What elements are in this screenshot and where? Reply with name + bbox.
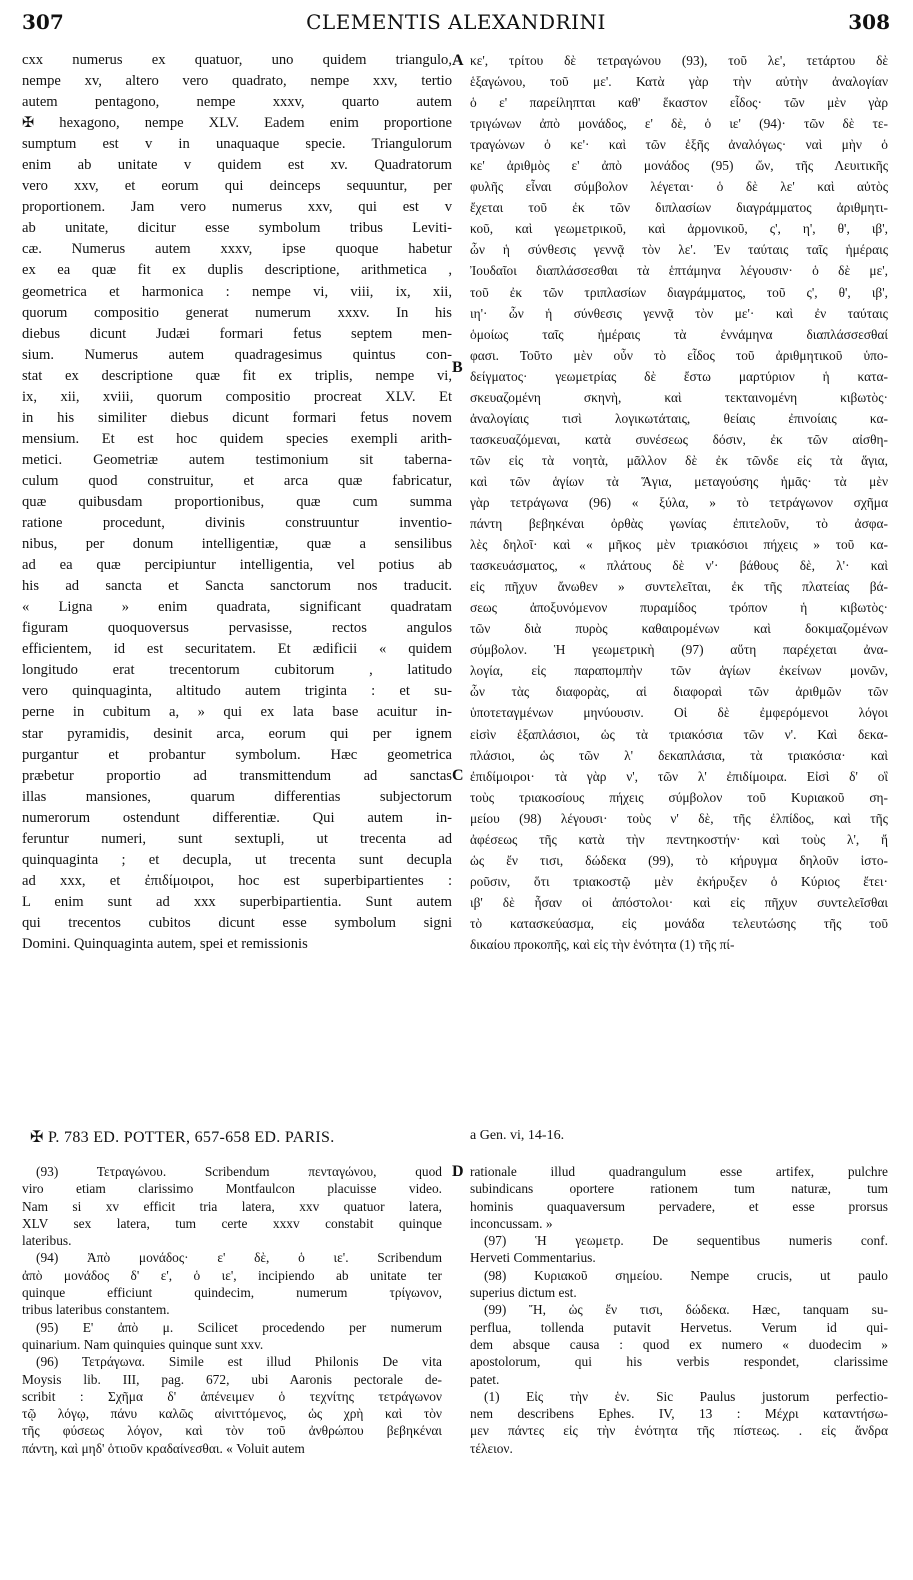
latin-text-line: efficientem, id est securitatem. Et ædificii « quidem: [22, 641, 452, 658]
latin-text-line: ab unitate, dicitur esse symbolum tribus Leviti-: [22, 220, 452, 237]
latin-text-line: numerorum ostendunt differentiæ. Qui autem in-: [22, 809, 452, 826]
footnote-line: (99) Ἤ, ὡς ἔν τισι, δώδεκα. Hæc, tanquam su-: [484, 1302, 888, 1318]
latin-text-line: proportionem. Jam vero numerus xxv, qui est v: [22, 199, 452, 216]
latin-text-line: cæ. Numerus autem xxxv, ipse quoque habetur: [22, 241, 452, 258]
page-number-left: 307: [22, 10, 64, 34]
greek-text-line: μείου (98) λέγουσι· τοὺς ν' δὲ, τῆς ἐλπίδος, καὶ τῆς: [470, 810, 888, 826]
greek-text-line: ὧν ἡ σύνθεσις γεννᾷ τὸν λε'. Ἐν ταύταις ταῖς ἡμέραις: [470, 242, 888, 258]
footnote-line: μεν πάντες εἰς τὴν ἑνότητα τῆς πίστεως. . εἰς ἄνδρα: [470, 1423, 888, 1439]
latin-text-line: nempe xv, altero vero quadrato, nempe xxv, tertio: [22, 73, 452, 90]
greek-text-line: τὸ κατασκεύασμα, εἰς μονάδα τελευτώσης τῆς τοῦ: [470, 915, 888, 931]
greek-text-line: τραγώνων ὁ κε'· καὶ τῶν ἑξῆς ἀναλόγως· ναὶ μὴν ὁ: [470, 137, 888, 153]
footnote-line: perflua, tollenda putavit Hervetus. Verum id qui-: [470, 1319, 888, 1335]
latin-text-line: autem pentagono, nempe xxxv, quarto autem: [22, 94, 452, 111]
footnote-line: nem describens Ephes. IV, 13 : Μέχρι καταντήσω-: [470, 1406, 888, 1422]
greek-text-line: ὧν τὰς διαφορὰς, αἱ διαφοραὶ τῶν ἀριθμῶν τῶν: [470, 684, 888, 700]
footnote-line: viro etiam clarissimo Montfaulcon placuisse video.: [22, 1181, 442, 1197]
latin-text-line: ad ea quæ percipiuntur intelligentia, vel potius ab: [22, 557, 452, 574]
greek-text-line: δικαίου προκοπῆς, καὶ εἰς τὴν ἑνότητα (1) τῆς πί-: [470, 936, 735, 952]
latin-text-line: purgantur et probantur symbolum. Hæc geometrica: [22, 746, 452, 763]
latin-text-line: longitudo erat trecentorum cubitorum , latitudo: [22, 662, 452, 679]
greek-text-line: Ἰουδαῖοι διαπλάσσεσθαι τὰ ἑπτάμηνα λέγουσιν· ὁ δὲ με',: [470, 263, 888, 279]
greek-text-line: λὲς δηλοῖ· καὶ « μῆκος μὲν τριακόσιοι πήχεις » τοῦ κα-: [470, 537, 888, 553]
footnote-line: tribus lateribus constantem.: [22, 1302, 170, 1318]
greek-text-line: δείγματος· γεωμετρίας δὲ ἔστω μαρτύριον ἡ κατα-: [470, 368, 888, 384]
footnote-line: (1) Εἰς τὴν ἑν. Sic Paulus justorum perfectio-: [484, 1388, 888, 1404]
greek-text-line: κε' ἀριθμὸς ε' ἀπὸ μονάδος (95) ὤν, τῆς Λευιτικῆς: [470, 158, 888, 174]
latin-text-line: geometrica et harmonica : nempe vi, viii, ix, xii,: [22, 283, 452, 300]
latin-text-line: vero xxv, et eorum qui deinceps sequuntur, per: [22, 178, 452, 195]
footnote-line: (98) Κυριακοῦ σημείου. Nempe crucis, ut paulo: [484, 1267, 888, 1283]
footnote-line: ἀπὸ μονάδος δ' ε', ὁ ιε', incipiendo ab unitate ter: [22, 1267, 442, 1283]
footnote-line: superius dictum est.: [470, 1285, 577, 1301]
margin-marker-b: B: [452, 359, 463, 376]
footnote-line: τῷ λόγῳ, πάνυ καλῶς αἰνιττόμενος, ὡς χρὴ καὶ τὸν: [22, 1406, 442, 1422]
footnote-line: inconcussam. »: [470, 1215, 553, 1231]
latin-text-line: quinquaginta ; et decupla, ut trecenta sunt decupla: [22, 851, 452, 868]
greek-text-line: ἔχεται τοῦ ἐκ τῶν διπλασίων διαγράμματος ἀριθμητι-: [470, 200, 888, 216]
greek-text-line: τῶν εἰς τὰ νοητὰ, μᾶλλον δὲ ἐκ τῶνδε εἰς τὰ ἅγια,: [470, 452, 888, 468]
latin-text-line: metici. Geometriæ autem testimonium sit taberna-: [22, 451, 452, 468]
greek-text-line: κε', τρίτου δὲ τετραγώνου (93), τοῦ λε', τετάρτου δὲ: [470, 53, 888, 68]
latin-text-line: culum quod construitur, et arca quæ fabricatur,: [22, 472, 452, 489]
latin-text-line: feruntur numeri, sunt sextupli, ut trecenta ad: [22, 830, 452, 847]
greek-text-line: πλάσιοι, ὡς τῶν λ' δεκαπλάσια, τὰ τριακόσια· καὶ: [470, 747, 888, 763]
greek-text-line: σεως ἀποξυνόμενον πυραμίδος τρόπον ἡ κιβωτὸς·: [470, 600, 888, 616]
latin-text-line: qui trecentos cubitos dicunt esse symbolum signi: [22, 914, 452, 931]
footnote-line: Nam si xv efficit tria latera, xxv quatuor latera,: [22, 1198, 442, 1214]
latin-text-line: mensium. Et est hoc quidem species exempli arith-: [22, 430, 452, 447]
footnote-line: subindicans oportere rationem tum naturæ, tum: [470, 1181, 888, 1197]
greek-text-line: φυλῆς εἶναι σύμβολον λέγεται· ὁ δὲ λε' καὶ αὐτὸς: [470, 179, 888, 195]
latin-text-line: præbetur proportio ad transmittendum ad sanctas: [22, 767, 452, 784]
footnote-line: (97) Ἡ γεωμετρ. De sequentibus numeris conf.: [484, 1233, 888, 1249]
footnote-line: τῆς φύσεως λόγον, καὶ τὸν τοῦ ἀνθρώπου βεβηκέναι: [22, 1423, 442, 1439]
greek-text-line: ὁμοίως ταῖς ἡμέραις τὰ ἐννάμηνα διαπλάσσεσθαί: [470, 326, 888, 342]
latin-text-line: figuram quoquoversus pervasisse, rectos angulos: [22, 620, 452, 637]
greek-text-line: τοῦ ἐκ τῶν τριπλασίων διαγράμματος, τοῦ ς', θ', ιβ',: [470, 284, 888, 300]
greek-text-line: τασκευάσματος, « πλάτους δὲ ν'· βάθους δὲ, λ'· καὶ: [470, 558, 888, 574]
running-title: CLEMENTIS ALEXANDRINI: [306, 10, 606, 34]
greek-text-line: καὶ τῶν ἁγίων τὰ Ἅγια, μεταγούσης ἡμᾶς· τὰ μὲν: [470, 473, 888, 489]
scripture-reference: a Gen. vi, 14-16.: [470, 1128, 565, 1143]
latin-text-line: stat ex descriptione quæ fit ex triplis, nempe vi,: [22, 367, 452, 384]
footnote-line: Moysis lib. III, pag. 672, ubi Aaronis pectorale de-: [22, 1371, 442, 1387]
footnote-line: (95) Ε' ἀπὸ μ. Scilicet procedendo per numerum: [36, 1319, 442, 1335]
latin-column: [22, 50, 452, 955]
footnote-line: scribit : Σχῆμα δ' ἀπένειμεν ὁ τεχνίτης τετράγωνον: [22, 1388, 442, 1404]
footnotes-left: [22, 1163, 442, 1457]
greek-text-line: φασι. Τοῦτο μὲν οὖν τὸ εἶδος τοῦ ἀριθμητικοῦ ὑπο-: [470, 347, 888, 363]
latin-text-line: quæ quibusdam proportionibus, quæ cum summa: [22, 493, 452, 510]
latin-text-line: ad xxx, et ἐπιδίμοιροι, hoc est superbipartientes :: [22, 872, 452, 889]
greek-text-line: ιβ' δὲ ἦσαν οἱ ἀπόστολοι· καὶ εἰς πῆχυν συντελεῖσθαι: [470, 894, 888, 910]
footnote-line: rationale illud quadrangulum esse artifex, pulchre: [470, 1164, 888, 1179]
greek-text-line: ἑξαγώνου, τοῦ με'. Κατὰ γὰρ τὴν αὐτὴν ἀναλογίαν: [470, 74, 888, 90]
latin-text-line: enim ab unitate v quidem est xv. Quadratorum: [22, 157, 452, 174]
footnote-line: τέλειον.: [470, 1440, 513, 1456]
footnote-line: Herveti Commentarius.: [470, 1250, 596, 1266]
greek-text-line: τριγώνων ἀπὸ μονάδος, ε' δὲ, ὁ ιε' (94)· τῶν δὲ τε-: [470, 116, 888, 132]
margin-marker-c: C: [452, 767, 464, 784]
latin-text-line: sium. Numerus autem quadragesimus quintus con-: [22, 346, 452, 363]
footnote-line: patet.: [470, 1371, 500, 1387]
footnote-line: (94) Ἀπὸ μονάδος· ε' δὲ, ὁ ιε'. Scribendum: [36, 1250, 442, 1266]
latin-text-line: ✠ hexagono, nempe XLV. Eadem enim proportione: [22, 115, 452, 132]
greek-column: [470, 50, 888, 955]
latin-text-line: his ad sancta et Sancta sanctorum nos traducit.: [22, 578, 452, 595]
footnote-line: lateribus.: [22, 1233, 72, 1249]
footnotes-right: [470, 1163, 888, 1457]
greek-text-line: ἐπιδίμοιροι· τὰ γὰρ ν', τῶν λ' ἐπιδίμοιρα. Εἰσὶ δ' οἳ: [470, 768, 888, 784]
latin-text-line: ratione procedunt, divinis construuntur inventio-: [22, 515, 452, 532]
greek-text-line: ὑποτεταγμένων μηνύουσιν. Οἱ δὲ ἐμφερόμενοι λόγοι: [470, 705, 888, 721]
footnote-line: XLV sex latera, tum certe xxxv constabit quinque: [22, 1215, 442, 1231]
margin-marker-d: D: [452, 1163, 464, 1180]
latin-text-line: Domini. Quinquaginta autem, spei et remissionis: [22, 935, 308, 952]
greek-text-line: κοῦ, καὶ γεωμετρικοῦ, καὶ ἁρμονικοῦ, ς', η', θ', ιβ',: [470, 221, 888, 237]
page-number-right: 308: [848, 10, 890, 34]
greek-text-line: ἀναλογίαις τισὶ λογικωτάταις, θείαις ἐπινοίαις κα-: [470, 410, 888, 426]
greek-text-line: λογία, εἰς παραπομπὴν τῶν ἁγίων ἐκείνων μονῶν,: [470, 663, 888, 679]
latin-text-line: ex ea quæ fit ex duplis descriptione, arithmetica ,: [22, 262, 452, 279]
running-header: [22, 10, 890, 40]
greek-text-line: ὁ ε' παρείληπται καθ' ἕκαστον εἶδος· τῶν μὲν γὰρ: [470, 95, 888, 111]
greek-text-line: γὰρ τετράγωνα (96) « ξύλα, » τὸ τετράγωνον σχῆμα: [470, 494, 888, 510]
greek-text-line: εἰς πῆχυν ἄνωθεν » συντελεῖται, ἐκ τῆς πλατείας βά-: [470, 579, 888, 595]
latin-text-line: nibus, per donum intelligentiæ, quæ a sensilibus: [22, 536, 452, 553]
greek-text-line: πάντη βεβηκέναι ὀρθὰς γωνίας ἐπιτελοῦν, τὸ ἀσφα-: [470, 516, 888, 532]
greek-text-line: εἰσὶν ἑξαπλάσιοι, ὡς τὰ τριακόσια τῶν ν'. Καὶ δεκα-: [470, 726, 888, 742]
greek-text-line: τασκευαζόμεναι, κατὰ συνέσεως δόσιν, ἐκ τῶν αἰσθη-: [470, 431, 888, 447]
footnote-line: dem absque causa : quod ex numero « duodecim »: [470, 1336, 888, 1352]
latin-text-line: « Ligna » enim quadrata, significant quadratam: [22, 599, 452, 616]
footnote-line: πάντη, καὶ μηδ' ὁτιοῦν κραδαίνεσθαι. « Voluit autem: [22, 1440, 305, 1456]
latin-text-line: in his similiter diebus dicunt formari fetus novem: [22, 409, 452, 426]
margin-marker-a: A: [452, 52, 464, 69]
footnote-line: (93) Τετραγώνου. Scribendum πενταγώνου, quod: [36, 1164, 442, 1179]
greek-text-line: ἀφέσεως τῆς κατὰ τὴν πεντηκοστήν· καὶ τοὺς λ', ἤ: [470, 831, 888, 847]
latin-text-line: cxx numerus ex quatuor, uno quidem triangulo,: [22, 52, 452, 68]
greek-text-line: σκευαζομένη σκηνὴ, καὶ τεκταινομένη κιβωτὸς·: [470, 389, 888, 405]
greek-text-line: ὡς ἔν τισι, δώδεκα (99), τὸ κήρυγμα δηλοῦν ἱστο-: [470, 852, 888, 868]
latin-text-line: L enim sunt ad xxx superbipartientia. Sunt autem: [22, 893, 452, 910]
latin-text-line: ix, xii, xviii, quorum compositio procreat XLV. Et: [22, 388, 452, 405]
greek-text-line: σύμβολον. Ἡ γεωμετρικὴ (97) αὕτη παρέχεται ἀνα-: [470, 642, 888, 658]
footnote-line: hominis quaquaversum pervadere, et esse prorsus: [470, 1198, 888, 1214]
footnote-line: quinarium. Nam quinquies quinque sunt xxv.: [22, 1336, 264, 1352]
latin-text-line: diebus dicunt Judæi formari fetus septem men-: [22, 325, 452, 342]
latin-text-line: perne in cubitum a, » qui ex lata base acuitur in-: [22, 704, 452, 721]
latin-text-line: vero quinquaginta, altitudo autem triginta : et su-: [22, 683, 452, 700]
latin-text-line: quorum compositio generat numerum xxxv. In his: [22, 304, 452, 321]
greek-text-line: ροῦσιν, ὅτι τριακοστῷ μὲν ἐκήρυξεν ὁ Κύριος ἔτει·: [470, 873, 888, 889]
latin-text-line: star pyramidis, desinit arca, eorum qui per ignem: [22, 725, 452, 742]
footnote-line: quinque efficiunt quindecim, numerum τρίγωνον,: [22, 1285, 442, 1301]
latin-text-line: sumptum est v in unaquaque specie. Triangulorum: [22, 136, 452, 153]
footnote-line: (96) Τετράγωνα. Simile est illud Philonis De vita: [36, 1354, 442, 1370]
edition-reference: ✠ P. 783 ED. POTTER, 657-658 ED. PARIS.: [30, 1129, 335, 1146]
greek-text-line: τοὺς τριακοσίους πήχεις σύμβολον τοῦ Κυριακοῦ ση-: [470, 789, 888, 805]
greek-text-line: τῶν διὰ πυρὸς καθαιρομένων καὶ δοκιμαζομένων: [470, 621, 888, 637]
latin-text-line: illas mansiones, quarum differentias subjectorum: [22, 788, 452, 805]
footnote-line: apostolorum, qui his verbis respondet, clarissime: [470, 1354, 888, 1370]
greek-text-line: ιη'· ὧν ἡ σύνθεσις γεννᾷ τὸν με'· καὶ ἐν ταύταις: [470, 305, 888, 321]
